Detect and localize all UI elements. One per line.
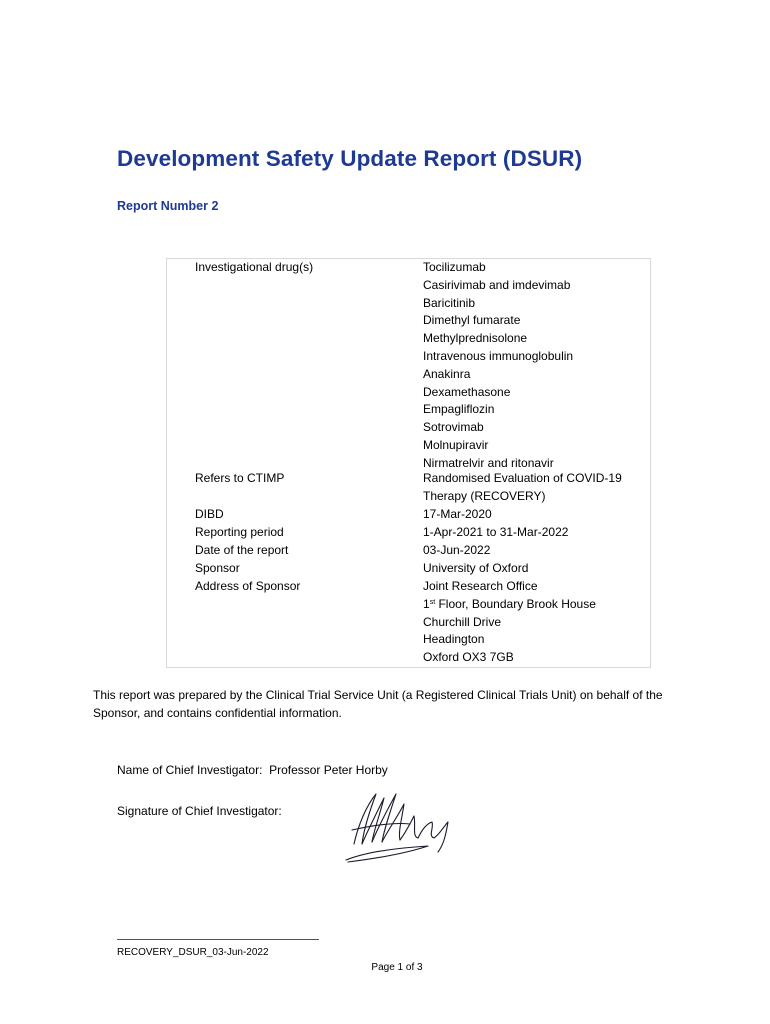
footer-reference: RECOVERY_DSUR_03-Jun-2022 bbox=[117, 947, 269, 958]
footnote-divider bbox=[117, 939, 319, 940]
row-value bbox=[423, 578, 596, 667]
value-line: Randomised Evaluation of COVID-19 bbox=[423, 471, 622, 485]
floor-number: 1 bbox=[423, 596, 430, 611]
row-label: Reporting period bbox=[195, 525, 284, 539]
row-value bbox=[423, 560, 528, 578]
drug-item: Dexamethasone bbox=[423, 384, 511, 399]
drug-item: Methylprednisolone bbox=[423, 331, 528, 346]
row-label: Address of Sponsor bbox=[195, 579, 301, 593]
row-value bbox=[423, 542, 490, 560]
row-label: Investigational drug(s) bbox=[195, 260, 314, 274]
row-label: Date of the report bbox=[195, 543, 289, 557]
value-line bbox=[423, 596, 596, 614]
value-line: Therapy (RECOVERY) bbox=[423, 488, 546, 503]
drug-item: Tocilizumab bbox=[423, 260, 486, 274]
floor-rest: Floor, Boundary Brook House bbox=[435, 596, 596, 611]
chief-investigator-name-label: Name of Chief Investigator: bbox=[117, 763, 263, 777]
value-line: Joint Research Office bbox=[423, 579, 538, 593]
signature-image bbox=[340, 786, 460, 868]
drug-item: Molnupiravir bbox=[423, 437, 489, 452]
row-value bbox=[423, 470, 622, 506]
drug-item: Empagliflozin bbox=[423, 402, 495, 417]
report-number: Report Number 2 bbox=[117, 199, 219, 213]
row-label: Refers to CTIMP bbox=[195, 471, 285, 485]
drug-item: Dimethyl fumarate bbox=[423, 313, 521, 328]
chief-investigator-name: Professor Peter Horby bbox=[269, 763, 388, 777]
report-info-table bbox=[166, 258, 651, 668]
page-number: Page 1 of 3 bbox=[371, 962, 423, 973]
drug-item: Baricitinib bbox=[423, 295, 476, 310]
chief-investigator-name-line bbox=[117, 763, 388, 777]
document-title: Development Safety Update Report (DSUR) bbox=[117, 146, 583, 171]
value-line: 03-Jun-2022 bbox=[423, 543, 491, 557]
prepared-statement: This report was prepared by the Clinical Trial Service Unit (a Registered Clinical Trials Unit) on behalf of the Sponsor, and contains confidential information. bbox=[93, 688, 663, 720]
chief-investigator-signature-label: Signature of Chief Investigator: bbox=[117, 804, 282, 818]
value-line: 1-Apr-2021 to 31-Mar-2022 bbox=[423, 525, 569, 539]
value-line: Oxford OX3 7GB bbox=[423, 650, 514, 665]
row-value bbox=[423, 524, 568, 542]
drug-item: Intravenous immunoglobulin bbox=[423, 348, 574, 363]
value-line: 17-Mar-2020 bbox=[423, 507, 492, 521]
drug-item: Anakinra bbox=[423, 366, 471, 381]
value-line: Churchill Drive bbox=[423, 614, 502, 629]
value-line: University of Oxford bbox=[423, 561, 529, 575]
row-value bbox=[423, 259, 573, 473]
drug-item: Casirivimab and imdevimab bbox=[423, 277, 571, 292]
row-value bbox=[423, 506, 492, 524]
drug-item: Nirmatrelvir and ritonavir bbox=[423, 455, 554, 470]
row-label: Sponsor bbox=[195, 561, 240, 575]
value-line: Headington bbox=[423, 632, 485, 647]
row-label: DIBD bbox=[195, 507, 224, 521]
floor-suffix: st bbox=[429, 598, 436, 606]
drug-item: Sotrovimab bbox=[423, 420, 484, 435]
